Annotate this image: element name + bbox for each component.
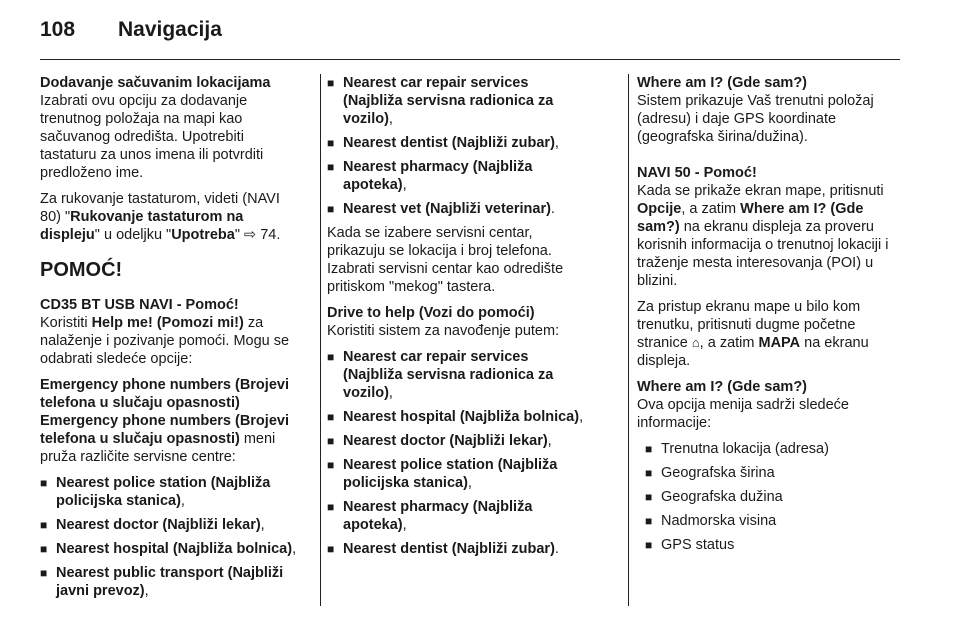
bullet-icon: ■: [645, 490, 653, 504]
kb-text: Za rukovanje tastaturom, videti (NAVI 80) ": [40, 191, 280, 225]
bullet-icon: ■: [327, 500, 335, 514]
map-text-part: , a zatim: [699, 335, 759, 351]
bullet-icon: ■: [327, 410, 335, 424]
opcije-bold: Opcije: [637, 201, 682, 217]
kb-link: Rukovanje tastaturom na displeju: [40, 209, 244, 243]
list-item-text: Nearest vet (Najbliži veterinar): [343, 201, 551, 217]
navi50-text: [637, 182, 899, 290]
bullet-icon: ■: [645, 442, 653, 456]
kb-section: Upotreba: [171, 227, 235, 243]
page-ref: 74.: [256, 227, 281, 243]
bullet-icon: ■: [645, 538, 653, 552]
list-item-text: Nearest doctor (Najbliži lekar): [343, 433, 548, 449]
list-item-text: Geografska širina: [661, 465, 775, 481]
list-item-text: Geografska dužina: [661, 489, 783, 505]
fav-text: Izabrati ovu opciju za dodavanje trenutnog položaja na mapi kao sačuvanog odredišta. Upotrebiti tastaturu za unos imena ili potvrditi predloženo ime.: [40, 93, 264, 181]
map-text-part: Za pristup ekranu mape u bilo kom trenutku, pritisnuti dugme početne stranice: [637, 299, 861, 351]
where-bold: Where am I? (Gde sam?): [637, 201, 864, 235]
list-suffix: ,: [388, 385, 393, 401]
drive-text: Koristiti sistem za navođenje putem:: [327, 323, 560, 339]
navi50-text-part: na ekranu displeja za proveru korisnih informacija o trenutnoj lokaciji i traženje mesta interesovanja (POI) u blizini.: [637, 219, 889, 289]
cd35-text-part: Koristiti: [40, 315, 92, 331]
drive-heading: Drive to help (Vozi do pomoći): [327, 305, 535, 321]
page-ref-icon: ⇨: [244, 227, 257, 243]
emergency-text-part: meni pruža različite servisne centre:: [40, 431, 276, 465]
where2-heading: Where am I? (Gde sam?): [637, 379, 808, 395]
list-item-text: Nearest police station (Najbliža policijska stanica): [56, 475, 271, 509]
list-item-text: Nearest dentist (Najbliži zubar): [343, 541, 555, 557]
column-divider-1: [320, 74, 321, 606]
list-item-text: Trenutna lokacija (adresa): [661, 441, 829, 457]
navi50-text-part: Kada se prikaže ekran mape, pritisnuti: [637, 183, 884, 199]
column-divider-2: [628, 74, 629, 606]
where-text: Sistem prikazuje Vaš trenutni položaj (adresu) i daje GPS koordinate (geografska širina/dužina).: [637, 93, 874, 145]
service-list-2: [327, 74, 589, 218]
list-item: [40, 474, 302, 510]
list-item-text: Nearest hospital (Najbliža bolnica): [56, 541, 293, 557]
bullet-icon: ■: [645, 466, 653, 480]
bullet-icon: ■: [645, 514, 653, 528]
list-suffix: ,: [260, 517, 265, 533]
list-item: [327, 498, 589, 534]
list-item: [327, 348, 589, 402]
list-suffix: ,: [402, 177, 407, 193]
list-item: [40, 540, 302, 558]
list-item: [327, 158, 589, 194]
kb-text: ": [234, 227, 245, 243]
keyboard-paragraph: [40, 190, 302, 244]
list-item: [327, 540, 589, 558]
emergency-heading: Emergency phone numbers (Brojevi telefona u slučaju opasnosti): [40, 377, 289, 411]
bullet-icon: ■: [40, 542, 48, 556]
cd35-bold: Help me! (Pomozi mi!): [91, 315, 244, 331]
bullet-icon: ■: [327, 160, 335, 174]
pomoc-title: POMOĆ!: [40, 259, 123, 281]
list-item-text: GPS status: [661, 537, 735, 553]
list-item: [645, 536, 899, 554]
info-list: [637, 440, 899, 554]
list-item: [327, 408, 589, 426]
list-suffix: ,: [292, 541, 297, 557]
list-suffix: ,: [180, 493, 185, 509]
drive-list: [327, 348, 589, 558]
list-item: [645, 488, 899, 506]
bullet-icon: ■: [327, 76, 335, 90]
cd35-text-part: za nalaženje i pozivanje pomoći. Mogu se odabrati sledeće opcije:: [40, 315, 290, 367]
list-suffix: ,: [554, 135, 559, 151]
fav-heading: Dodavanje sačuvanim lokacijama: [40, 75, 271, 91]
list-item-text: Nearest dentist (Najbliži zubar): [343, 135, 555, 151]
kb-text: " u odeljku ": [94, 227, 172, 243]
list-item: [645, 464, 899, 482]
list-suffix: ,: [547, 433, 552, 449]
list-suffix: .: [550, 201, 555, 217]
map-text-part: na ekranu displeja.: [637, 335, 869, 369]
list-item-text: Nadmorska visina: [661, 513, 777, 529]
bullet-icon: ■: [327, 202, 335, 216]
spacer: [637, 154, 899, 164]
list-suffix: ,: [144, 583, 149, 599]
list-suffix: ,: [579, 409, 584, 425]
map-text: [637, 298, 899, 370]
list-item-text: Nearest public transport (Najbliži javni prevoz): [56, 565, 284, 599]
home-icon: ⌂: [691, 335, 700, 350]
list-suffix: .: [554, 541, 559, 557]
list-item-text: Nearest car repair services (Najbliža servisna radionica za vozilo): [343, 75, 554, 127]
column-1: [40, 74, 302, 606]
header-divider: [40, 59, 900, 60]
list-item-text: Nearest pharmacy (Najbliža apoteka): [343, 159, 533, 193]
where2-text: Ova opcija menija sadrži sledeće informacije:: [637, 397, 849, 431]
list-item: [645, 440, 899, 458]
list-suffix: ,: [402, 517, 407, 533]
list-item-text: Nearest police station (Najbliža policijska stanica): [343, 457, 558, 491]
emergency-text: [40, 412, 302, 466]
bullet-icon: ■: [327, 542, 335, 556]
mapa-bold: MAPA: [758, 335, 801, 351]
list-item-text: Nearest pharmacy (Najbliža apoteka): [343, 499, 533, 533]
emergency-bold: Emergency phone numbers (Brojevi telefona u slučaju opasnosti): [40, 413, 289, 447]
list-item: [327, 134, 589, 152]
service-text: Kada se izabere servisni centar, prikazuju se lokacija i broj telefona. Izabrati servisni centar kao odredište pritiskom "mekog" tastera.: [327, 225, 564, 295]
list-suffix: ,: [388, 111, 393, 127]
list-item: [40, 516, 302, 534]
list-suffix: ,: [467, 475, 472, 491]
bullet-icon: ■: [327, 350, 335, 364]
section-title: Navigacija: [118, 18, 222, 41]
list-item: [327, 200, 589, 218]
cd35-heading: CD35 BT USB NAVI - Pomoć!: [40, 297, 239, 313]
list-item: [327, 432, 589, 450]
bullet-icon: ■: [327, 458, 335, 472]
service-list-1: [40, 474, 302, 600]
bullet-icon: ■: [40, 566, 48, 580]
bullet-icon: ■: [327, 136, 335, 150]
column-2: [327, 74, 589, 564]
where-heading: Where am I? (Gde sam?): [637, 75, 808, 91]
page-number: 108: [40, 18, 76, 41]
list-item: [40, 564, 302, 600]
navi50-text-part: , a zatim: [681, 201, 741, 217]
list-item: [327, 456, 589, 492]
list-item: [645, 512, 899, 530]
cd35-text: [40, 314, 302, 368]
bullet-icon: ■: [327, 434, 335, 448]
bullet-icon: ■: [40, 518, 48, 532]
column-3: [637, 74, 899, 560]
navi50-heading: NAVI 50 - Pomoć!: [637, 165, 757, 181]
list-item-text: Nearest hospital (Najbliža bolnica): [343, 409, 580, 425]
list-item: [327, 74, 589, 128]
list-item-text: Nearest car repair services (Najbliža servisna radionica za vozilo): [343, 349, 554, 401]
list-item-text: Nearest doctor (Najbliži lekar): [56, 517, 261, 533]
bullet-icon: ■: [40, 476, 48, 490]
